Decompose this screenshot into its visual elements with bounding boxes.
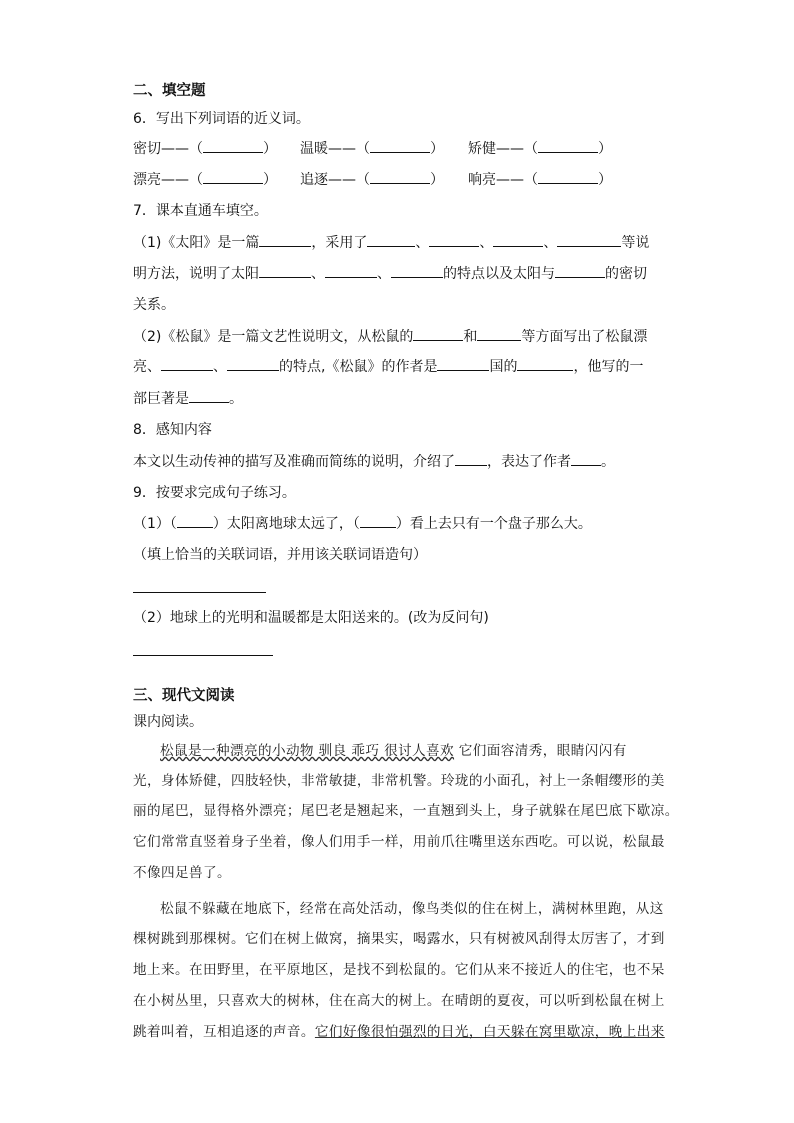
question-6-text: 6．写出下列词语的近义词。 [133,111,310,127]
answer-blank[interactable] [325,264,377,278]
synonym-item: 密切——（ ） [133,141,277,157]
passage-p1-line4: 它们常常直竖着身子坐着，像人们用手一样，用前爪往嘴里送东西吃。可以说，松鼠最 [133,834,665,850]
answer-blank[interactable] [557,233,621,247]
reading-subheading: 课内阅读。 [133,714,203,730]
answer-blank[interactable] [177,514,213,528]
passage-p2-line1: 松鼠不躲藏在地底下，经常在高处活动，像鸟类似的住在树上，满树林里跑，从这 [160,901,664,917]
section-heading-fill-blank: 二、填空题 [133,83,206,99]
passage-p2-line3: 地上来。在田野里，在平原地区，是找不到松鼠的。它们从来不接近人的住宅，也不呆 [133,962,665,978]
answer-blank[interactable] [538,139,598,153]
passage-p2-line4: 在小树丛里，只喜欢大的树林，住在高大的树上。在晴朗的夏夜，可以听到松鼠在树上 [133,993,665,1009]
passage-p2-line5: 跳着叫着，互相追逐的声音。它们好像很怕强烈的日光，白天躲在窝里歇凉，晚上出来 [133,1024,665,1040]
passage-p1-line5: 不像四足兽了。 [133,865,231,881]
synonym-item: 响亮——（ ） [468,172,612,188]
answer-blank[interactable] [360,514,396,528]
question-8-text: 8．感知内容 [133,422,212,438]
q7-part1-line2: 明方法，说明了太阳 、 、 的特点以及太阳与 的密切 [133,266,647,282]
synonym-item: 漂亮——（ ） [133,172,277,188]
question-7-text: 7．课本直通车填空。 [133,203,268,219]
answer-blank[interactable] [203,170,263,184]
answer-blank[interactable] [413,327,463,341]
passage-p1-line3: 丽的尾巴，显得格外漂亮；尾巴老是翘起来，一直翘到头上，身子就躲在尾巴底下歇凉。 [133,803,679,819]
q7-part1-line3: 关系。 [133,297,175,313]
answer-line[interactable] [133,655,273,656]
answer-blank[interactable] [555,264,605,278]
answer-blank[interactable] [370,139,430,153]
passage-p2-line2: 棵树跳到那棵树。它们在树上做窝，摘果实，喝露水，只有树被风刮得太厉害了，才到 [133,931,665,947]
answer-blank[interactable] [477,327,521,341]
answer-blank[interactable] [161,357,213,371]
answer-blank[interactable] [455,452,487,466]
question-9-text: 9．按要求完成句子练习。 [133,485,296,501]
q9-part2: （2）地球上的光明和温暖都是太阳送来的。(改为反问句) [133,610,489,626]
answer-blank[interactable] [391,264,443,278]
passage-p1-line2: 光，身体矫健，四肢轻快，非常敏捷，非常机警。玲珑的小面孔，衬上一条帽缨形的美 [133,773,665,789]
answer-blank[interactable] [189,389,229,403]
answer-blank[interactable] [367,233,415,247]
answer-blank[interactable] [437,357,489,371]
q9-part1-instruction: （填上恰当的关联词语，并用该关联词语造句） [133,547,427,563]
passage-p1-line1: 松鼠是一种漂亮的小动物 驯良 乖巧 很讨人喜欢 它们面容清秀，眼睛闪闪有 [160,743,627,759]
answer-line[interactable] [133,592,266,593]
synonym-row-2 [133,170,653,190]
q7-part1-line1: （1)《太阳》是一篇 ，采用了 、 、 、 等说 [133,235,650,251]
answer-blank[interactable] [203,139,263,153]
answer-blank[interactable] [517,357,573,371]
q8-body: 本文以生动传神的描写及准确而简练的说明，介绍了 ，表达了作者 。 [133,454,615,470]
answer-blank[interactable] [538,170,598,184]
synonym-item: 温暖——（ ） [300,141,444,157]
answer-blank[interactable] [493,233,543,247]
answer-blank[interactable] [259,233,311,247]
answer-blank[interactable] [370,170,430,184]
q7-part2-line1: （2)《松鼠》是一篇文艺性说明文，从松鼠的 和 等方面写出了松鼠漂 [133,329,648,345]
answer-blank[interactable] [571,452,601,466]
q9-part1: （1）（ ）太阳离地球太远了，（ ）看上去只有一个盘子那么大。 [133,516,592,532]
section-heading-reading: 三、现代文阅读 [133,688,235,704]
answer-blank[interactable] [259,264,311,278]
answer-blank[interactable] [227,357,279,371]
q7-part2-line2: 亮、 、 的特点,《松鼠》的作者是 国的 ，他写的一 [133,359,644,375]
synonym-item: 追逐——（ ） [300,172,444,188]
answer-blank[interactable] [429,233,479,247]
synonym-row-1 [133,139,653,159]
q7-part2-line3: 部巨著是 。 [133,391,243,407]
synonym-item: 矫健——（ ） [468,141,612,157]
